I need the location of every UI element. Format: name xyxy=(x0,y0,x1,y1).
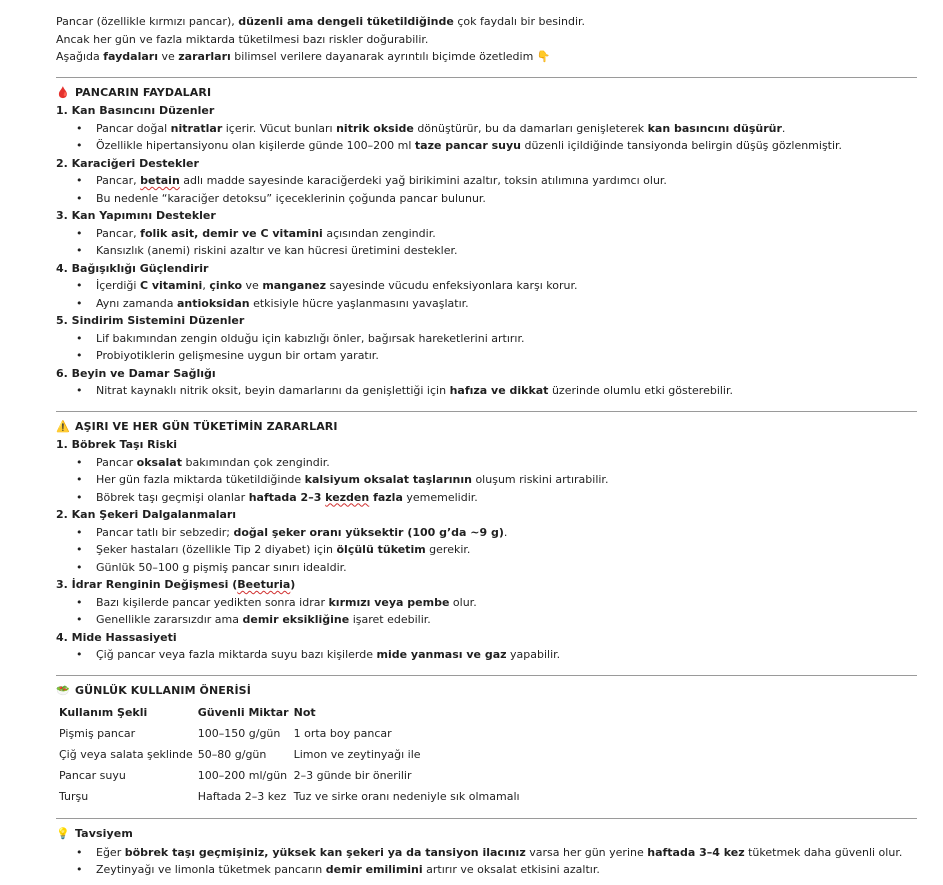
table-cell: Tuz ve sirke oranı nedeniyle sık olmamalı xyxy=(293,789,520,803)
column-header: Not xyxy=(293,705,316,719)
benefits-heading: 🩸 PANCARIN FAYDALARI xyxy=(56,84,917,102)
list-item: • Lif bakımından zengin olduğu için kabızlığı önler, bağırsak hareketlerini artırır. xyxy=(56,330,917,348)
table-row xyxy=(57,723,523,744)
spellcheck-word[interactable]: betain xyxy=(140,174,180,187)
list-item: • Şeker hastaları (özellikle Tip 2 diyabet) için ölçülü tüketim gerekir. xyxy=(56,541,917,559)
table-cell: Pişmiş pancar xyxy=(59,726,136,740)
list-item: • Kansızlık (anemi) riskini azaltır ve kan hücresi üretimini destekler. xyxy=(56,242,917,260)
list-item: • Pancar, betain adlı madde sayesinde karaciğerdeki yağ birikimini azaltır, toksin atılımına yardımcı olur. xyxy=(56,172,917,190)
spellcheck-word[interactable]: kezden xyxy=(325,490,370,504)
harm-3-list xyxy=(56,594,917,629)
table-cell: Pancar suyu xyxy=(59,768,126,782)
warning-icon: ⚠️ xyxy=(56,419,70,433)
advice-list xyxy=(56,844,917,879)
document xyxy=(56,13,917,879)
list-item: • Her gün fazla miktarda tüketildiğinde kalsiyum oksalat taşlarının oluşum riskini artırabilir. xyxy=(56,471,917,489)
list-item: • Aynı zamanda antioksidan etkisiyle hücre yaşlanmasını yavaşlatır. xyxy=(56,295,917,313)
harm-1-title: 1. Böbrek Taşı Riski xyxy=(56,438,178,451)
usage-heading: 🥗 GÜNLÜK KULLANIM ÖNERİSİ xyxy=(56,682,917,700)
salad-icon: 🥗 xyxy=(56,683,70,697)
benefit-6-list xyxy=(56,382,917,400)
advice-heading: 💡 Tavsiyem xyxy=(56,825,917,843)
harm-2-list xyxy=(56,524,917,577)
list-item: • Probiyotiklerin gelişmesine uygun bir ortam yaratır. xyxy=(56,347,917,365)
table-cell: 1 orta boy pancar xyxy=(293,726,392,740)
list-item: • Böbrek taşı geçmişi olanlar haftada 2–3 kezden fazla yememelidir. xyxy=(56,489,917,507)
harm-4-title: 4. Mide Hassasiyeti xyxy=(56,630,177,644)
intro-line-2: Ancak her gün ve fazla miktarda tüketilmesi bazı riskler doğurabilir. xyxy=(56,32,429,46)
benefit-2-title: 2. Karaciğeri Destekler xyxy=(56,156,199,170)
benefit-1-list xyxy=(56,120,917,155)
table-cell: 2–3 günde bir önerilir xyxy=(293,768,412,782)
benefit-6-title: 6. Beyin ve Damar Sağlığı xyxy=(56,366,216,380)
harm-3-title: 3. İdrar Renginin Değişmesi (Beeturia) xyxy=(56,578,296,591)
table-row xyxy=(57,744,523,765)
harm-2-title: 2. Kan Şekeri Dalgalanmaları xyxy=(56,508,237,521)
table-cell: Haftada 2–3 kez xyxy=(197,789,287,803)
table-header-row xyxy=(57,702,523,723)
usage-table xyxy=(57,702,523,807)
table-cell: Limon ve zeytinyağı ile xyxy=(293,747,421,761)
divider xyxy=(56,411,917,412)
benefit-1-title: 1. Kan Basıncını Düzenler xyxy=(56,104,215,117)
list-item: • Özellikle hipertansiyonu olan kişilerde günde 100–200 ml taze pancar suyu düzenli içildiğinde tansiyonda belirgin düşüş gözlenmiştir. xyxy=(56,137,917,155)
table-row xyxy=(57,786,523,807)
table-cell: 100–200 ml/gün xyxy=(197,768,288,782)
column-header: Kullanım Şekli xyxy=(59,705,148,719)
list-item: • Pancar oksalat bakımından çok zengindir. xyxy=(56,454,917,472)
column-header: Güvenli Miktar xyxy=(197,705,289,719)
table-cell: Turşu xyxy=(59,789,89,803)
table-cell: 100–150 g/gün xyxy=(197,726,281,740)
list-item: • Pancar tatlı bir sebzedir; doğal şeker oranı yüksektir (100 g’da ~9 g). xyxy=(56,524,917,542)
list-item: • Bu nedenle “karaciğer detoksu” içeceklerinin çoğunda pancar bulunur. xyxy=(56,190,917,208)
list-item: • Genellikle zararsızdır ama demir eksikliğine işaret edebilir. xyxy=(56,611,917,629)
benefit-5-list xyxy=(56,330,917,365)
list-item: • Pancar, folik asit, demir ve C vitamini açısından zengindir. xyxy=(56,225,917,243)
list-item: • Zeytinyağı ve limonla tüketmek pancarın demir emilimini artırır ve oksalat etkisini azaltır. xyxy=(56,861,917,879)
drop-of-blood-icon: 🩸 xyxy=(56,85,70,99)
benefit-3-list xyxy=(56,225,917,260)
benefit-2-list xyxy=(56,172,917,207)
benefit-4-list xyxy=(56,277,917,312)
list-item: • Günlük 50–100 g pişmiş pancar sınırı idealdir. xyxy=(56,559,917,577)
intro-line-1: Pancar (özellikle kırmızı pancar), düzenli ama dengeli tüketildiğinde çok faydalı bir besindir. xyxy=(56,15,586,28)
benefit-5-title: 5. Sindirim Sistemini Düzenler xyxy=(56,314,245,327)
benefit-4-title: 4. Bağışıklığı Güçlendirir xyxy=(56,261,209,275)
list-item: • Pancar doğal nitratlar içerir. Vücut bunları nitrik okside dönüştürür, bu da damarları genişleterek kan basıncını düşürür. xyxy=(56,120,917,138)
list-item: • İçerdiği C vitamini, çinko ve manganez sayesinde vücudu enfeksiyonlara karşı korur. xyxy=(56,277,917,295)
harm-4-list xyxy=(56,646,917,664)
benefit-3-title: 3. Kan Yapımını Destekler xyxy=(56,209,216,222)
table-row xyxy=(57,765,523,786)
list-item: • Çiğ pancar veya fazla miktarda suyu bazı kişilerde mide yanması ve gaz yapabilir. xyxy=(56,646,917,664)
table-cell: Çiğ veya salata şeklinde xyxy=(59,747,193,761)
light-bulb-icon: 💡 xyxy=(56,827,70,840)
list-item: • Bazı kişilerde pancar yedikten sonra idrar kırmızı veya pembe olur. xyxy=(56,594,917,612)
list-item: • Nitrat kaynaklı nitrik oksit, beyin damarlarını da genişlettiği için hafıza ve dikkat üzerinde olumlu etki gösterebilir. xyxy=(56,382,917,400)
list-item: • Eğer böbrek taşı geçmişiniz, yüksek kan şekeri ya da tansiyon ilacınız varsa her gün yerine haftada 3–4 kez tüketmek daha güvenli olur. xyxy=(56,844,917,862)
harms-heading: ⚠️ AŞIRI VE HER GÜN TÜKETİMİN ZARARLARI xyxy=(56,418,917,436)
harm-1-list xyxy=(56,454,917,507)
divider xyxy=(56,675,917,676)
pointing-down-icon: 👇 xyxy=(536,50,551,63)
table-cell: 50–80 g/gün xyxy=(197,747,267,761)
intro-line-3: Aşağıda faydaları ve zararları bilimsel verilere dayanarak ayrıntılı biçimde özetledim 👇 xyxy=(56,50,551,63)
spellcheck-word[interactable]: Beeturia xyxy=(237,578,291,591)
divider xyxy=(56,818,917,819)
divider xyxy=(56,77,917,78)
